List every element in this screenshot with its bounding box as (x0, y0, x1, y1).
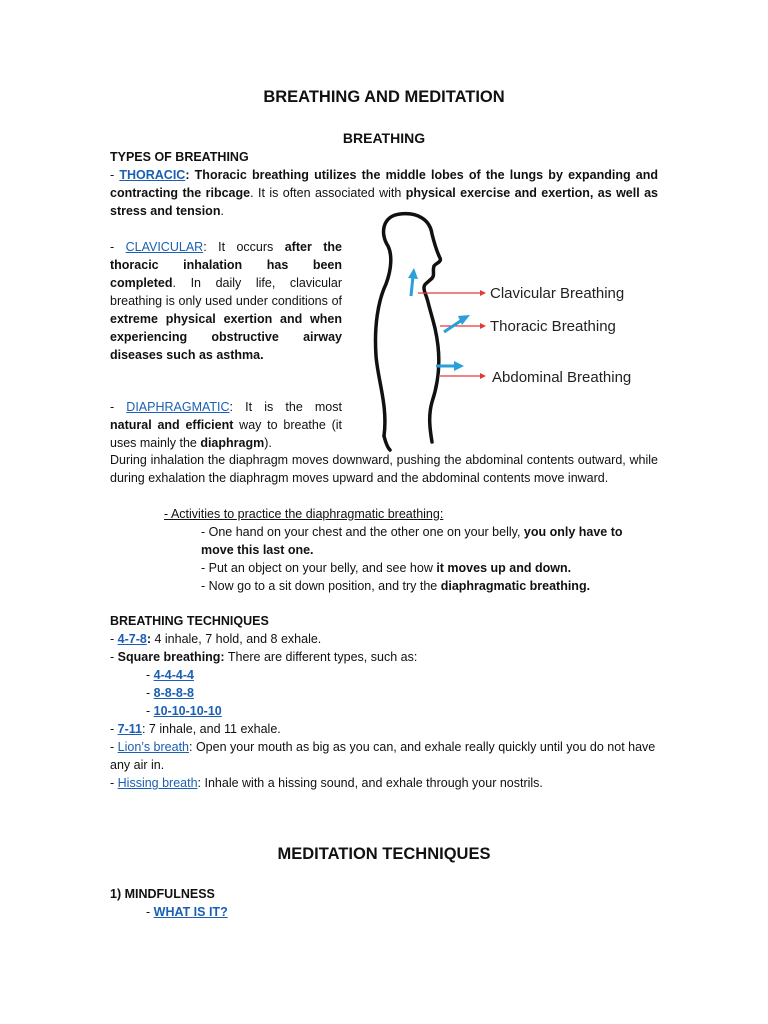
diaphragmatic-text-2: way to breathe (it uses mainly the (110, 418, 342, 450)
thoracic-pointer-arrowhead (480, 323, 486, 329)
back-line (384, 436, 390, 450)
technique-478-text: 4 inhale, 7 hold, and 8 exhale. (151, 632, 322, 646)
activity-1-bold: you only have to move this last one. (201, 525, 623, 557)
meditation-title: MEDITATION TECHNIQUES (277, 845, 491, 863)
activity-3-text: - Now go to a sit down position, and try the (201, 579, 441, 593)
hissing-breath-link[interactable]: Hissing breath (117, 776, 198, 790)
techniques-heading: BREATHING TECHNIQUES (110, 614, 269, 628)
breathing-diagram-svg (366, 206, 668, 452)
activity-1-text: - One hand on your chest and the other one on your belly, (201, 525, 524, 539)
abdominal-pointer-arrowhead (480, 373, 486, 379)
what-is-it-link[interactable]: WHAT IS IT? (153, 905, 228, 919)
mindfulness-heading: 1) MINDFULNESS (110, 887, 215, 901)
thoracic-link[interactable]: THORACIC (119, 168, 186, 182)
thoracic-text-1: : Thoracic breathing utilizes the middle lobes of the lungs by (185, 168, 569, 182)
meditation-section (110, 885, 658, 921)
thoracic-text-2: . It is often associated with (250, 186, 406, 200)
activities-list (110, 505, 658, 595)
section-title-breathing: BREATHING (342, 130, 426, 146)
label-clavicular-breathing: Clavicular Breathing (490, 285, 625, 302)
square-item-2: - 8-8-8-8 (146, 686, 194, 700)
diaphragmatic-description: During inhalation the diaphragm moves downward, pushing the abdominal contents outward, while during exhalation the diaphragm moves upward and the abdominal contents move inward. (110, 453, 658, 485)
thoracic-arrowhead (458, 315, 470, 325)
label-abdominal-breathing: Abdominal Breathing (492, 369, 632, 386)
label-thoracic-breathing: Thoracic Breathing (490, 318, 616, 335)
activity-3-bold: diaphragmatic breathing. (440, 579, 591, 593)
lion-breath-text: : Open your mouth as big as you can, and exhale really quickly until you do not have any air in. (110, 740, 656, 772)
square-item-2-link[interactable]: 8-8-8-8 (153, 686, 194, 700)
square-item-3-link[interactable]: 10-10-10-10 (153, 704, 222, 718)
diaphragmatic-continuation (110, 451, 658, 487)
technique-478: - 4-7-8: 4 inhale, 7 hold, and 8 exhale. (110, 632, 322, 646)
technique-711-link[interactable]: 7-11 (117, 722, 142, 736)
body-silhouette (375, 214, 440, 442)
clavicular-text-2: . In daily life, clavicular breathing is only used under conditions of (110, 276, 342, 308)
what-is-it-item: - WHAT IS IT? (146, 905, 228, 919)
clavicular-text-1: : It occurs (203, 240, 285, 254)
clavicular-link[interactable]: CLAVICULAR (125, 240, 204, 254)
clavicular-bold-1: after the thoracic inhalation has been completed (110, 240, 343, 290)
diaphragmatic-link[interactable]: DIAPHRAGMATIC (126, 400, 230, 414)
clavicular-pointer-arrowhead (480, 290, 486, 296)
clavicular-arrowhead (408, 268, 418, 279)
breathing-techniques (110, 612, 658, 792)
technique-478-link[interactable]: 4-7-8 (117, 632, 147, 646)
technique-711-text: : 7 inhale, and 11 exhale. (141, 722, 281, 736)
activity-2-bold: it moves up and down. (436, 561, 572, 575)
technique-711: - 7-11: 7 inhale, and 11 exhale. (110, 722, 281, 736)
activity-item-2 (110, 559, 658, 577)
square-item-1-link[interactable]: 4-4-4-4 (153, 668, 194, 682)
technique-hissing: - Hissing breath: Inhale with a hissing sound, and exhale through your nostrils. (110, 776, 543, 790)
thoracic-text-3: . (220, 204, 224, 218)
technique-lion: - Lion’s breath: Open your mouth as big as you can, and exhale really quickly until you do not have any air in. (110, 740, 656, 772)
square-breathing-label: Square breathing: (117, 650, 225, 664)
thoracic-bold-1: expanding and contracting the ribcage (110, 168, 659, 200)
activity-item-3 (110, 577, 658, 595)
activity-item-1 (110, 523, 658, 559)
clavicular-arrow (411, 276, 413, 296)
square-item-1: - 4-4-4-4 (146, 668, 194, 682)
hissing-breath-text: : Inhale with a hissing sound, and exhale through your nostrils. (197, 776, 543, 790)
diaphragmatic-text-1: : It is the most (229, 400, 342, 414)
lion-breath-link[interactable]: Lion’s breath (117, 740, 189, 754)
diaphragmatic-text-3: ). (264, 436, 272, 450)
diaphragmatic-bold-2: diaphragm (200, 436, 265, 450)
clavicular-bold-2: extreme physical exertion and when experiencing obstructive airway diseases such as asthma. (110, 312, 342, 362)
abdominal-arrowhead (454, 361, 464, 371)
activities-heading: - Activities to practice the diaphragmatic breathing: (164, 507, 444, 521)
square-item-3: - 10-10-10-10 (146, 704, 222, 718)
breathing-diagram (366, 206, 668, 452)
diaphragmatic-paragraph: - DIAPHRAGMATIC: It is the most natural and efficient way to breathe (it uses mainly the diaphragm). (110, 400, 342, 450)
thoracic-bold-2: physical exercise and exertion, as well as stress and tension (110, 186, 658, 218)
document-title: BREATHING AND MEDITATION (263, 88, 505, 106)
technique-square: - Square breathing: There are different types, such as: (110, 650, 418, 664)
thoracic-paragraph: - THORACIC: Thoracic breathing utilizes the middle lobes of the lungs by expanding and contracting the ribcage. It is often associated with physical exercise and exertion, as well as stress and tension. (110, 168, 659, 218)
diaphragmatic-bold-1: natural and efficient (110, 418, 234, 432)
types-heading: TYPES OF BREATHING (110, 150, 249, 164)
activity-2-text: - Put an object on your belly, and see how (201, 561, 437, 575)
square-breathing-text: There are different types, such as: (224, 650, 418, 664)
clavicular-paragraph: - CLAVICULAR: It occurs after the thoracic inhalation has been completed. In daily life, clavicular breathing is only used under conditions of extreme physical exertion and when experiencing obstructive airway diseases such as asthma. (110, 240, 343, 362)
